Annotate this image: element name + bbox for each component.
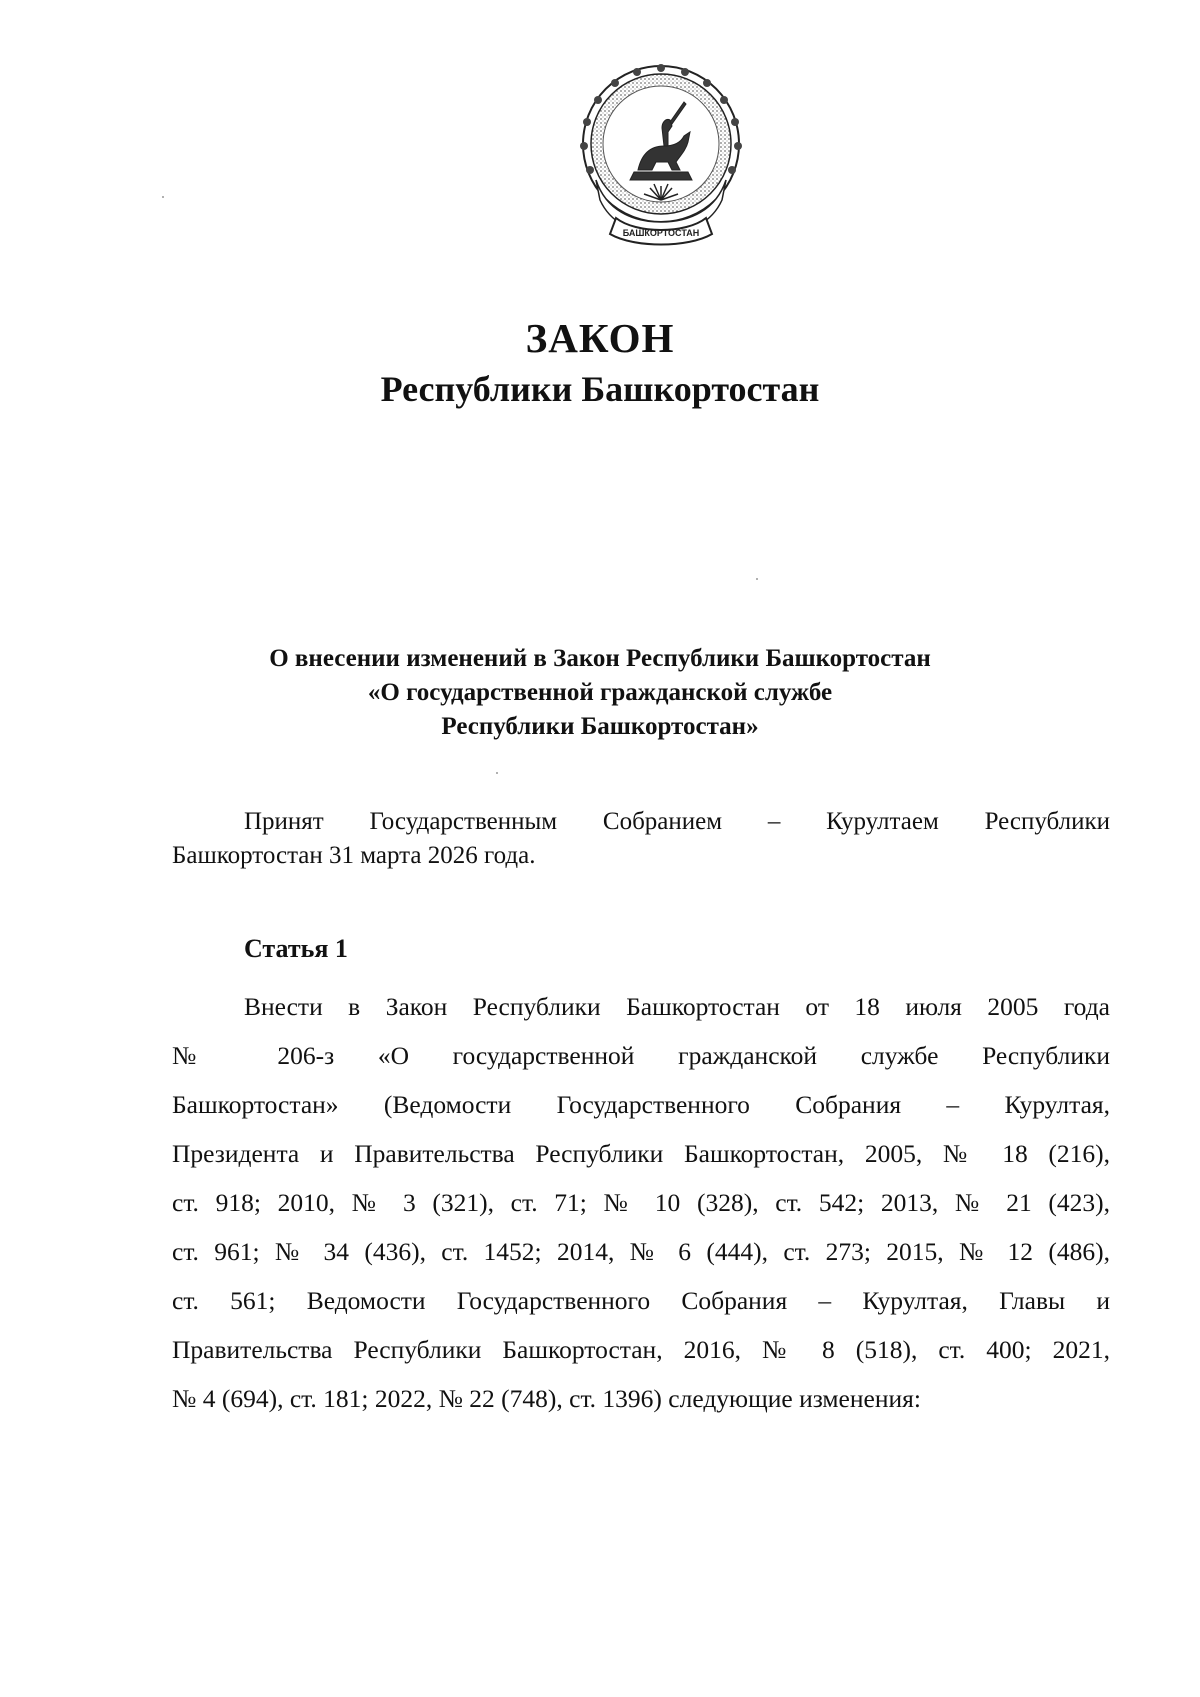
article-line: Башкортостан» (Ведомости Государственного Собрания – Курултая, [172,1090,1110,1119]
law-title-line: О внесении изменений в Закон Республики Башкортостан [269,645,931,672]
coat-of-arms-emblem [572,62,750,250]
law-title [0,642,1200,744]
article-body [172,982,1110,1423]
adoption-line: Принят Государственным Собранием – Курултаем Республики [244,808,1110,835]
article-line: № 206-з «О государственной гражданской службе Республики [172,1041,1110,1070]
article-line: Правительства Республики Башкортостан, 2016, № 8 (518), ст. 400; 2021, [172,1335,1110,1364]
scan-speck [496,772,498,774]
adoption-line: Башкортостан 31 марта 2026 года. [172,842,536,869]
adoption-statement [172,805,1110,873]
law-title-line: Республики Башкортостан» [441,713,759,740]
article-line: ст. 961; № 34 (436), ст. 1452; 2014, № 6 (444), ст. 273; 2015, № 12 (486), [172,1237,1110,1266]
article-line: № 4 (694), ст. 181; 2022, № 22 (748), ст. 1396) следующие изменения: [172,1384,921,1413]
scan-speck [756,578,758,580]
article-line: ст. 561; Ведомости Государственного Собрания – Курултая, Главы и [172,1286,1110,1315]
article-line: Президента и Правительства Республики Башкортостан, 2005, № 18 (216), [172,1139,1110,1168]
document-issuer: Республики Башкортостан [380,369,820,409]
article-line: Внести в Закон Республики Башкортостан от 18 июля 2005 года [244,992,1110,1021]
law-title-line: «О государственной гражданской службе [367,679,833,706]
scan-speck [162,196,164,198]
document-title: ЗАКОН [525,315,675,361]
article-line: ст. 918; 2010, № 3 (321), ст. 71; № 10 (328), ст. 542; 2013, № 21 (423), [172,1188,1110,1217]
article-heading: Статья 1 [244,934,348,963]
emblem-ribbon-text: БАШКОРТОСТАН [622,228,700,238]
